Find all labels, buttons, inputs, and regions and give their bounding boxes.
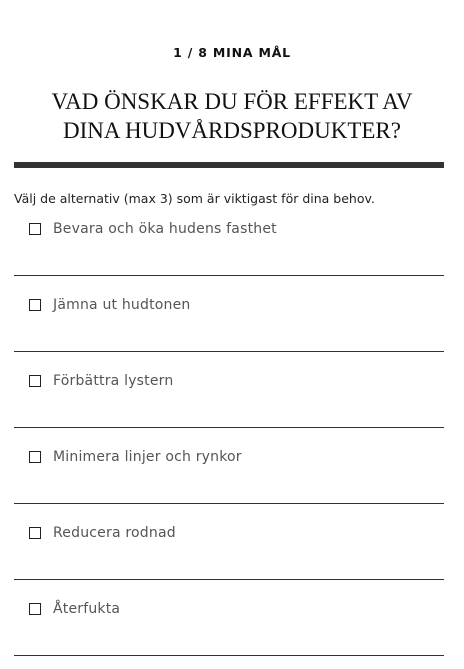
- option-checkbox[interactable]: [29, 375, 41, 387]
- option-label: Minimera linjer och rynkor: [53, 449, 242, 465]
- question-title: [14, 87, 450, 145]
- option-checkbox[interactable]: [29, 603, 41, 615]
- option-label: Jämna ut hudtonen: [53, 297, 191, 313]
- option-item-firmness[interactable]: [14, 200, 444, 276]
- option-label: Förbättra lystern: [53, 373, 174, 389]
- title-divider: [14, 162, 444, 168]
- question-title-line-2: DINA HUDVÅRDSPRODUKTER?: [63, 118, 401, 143]
- option-item-radiance[interactable]: [14, 352, 444, 428]
- option-item-even-tone[interactable]: [14, 276, 444, 352]
- step-indicator: 1 / 8 MINA MÅL: [173, 45, 291, 60]
- option-checkbox[interactable]: [29, 527, 41, 539]
- option-item-wrinkles[interactable]: [14, 428, 444, 504]
- options-list: [14, 200, 444, 656]
- instructions-text: Välj de alternativ (max 3) som är viktigast för dina behov.: [14, 191, 375, 206]
- option-label: Bevara och öka hudens fasthet: [53, 221, 277, 237]
- option-checkbox[interactable]: [29, 451, 41, 463]
- question-title-line-1: VAD ÖNSKAR DU FÖR EFFEKT AV: [51, 89, 413, 114]
- option-checkbox[interactable]: [29, 299, 41, 311]
- option-item-redness[interactable]: [14, 504, 444, 580]
- option-label: Reducera rodnad: [53, 525, 176, 541]
- option-checkbox[interactable]: [29, 223, 41, 235]
- option-label: Återfukta: [53, 601, 121, 617]
- option-item-hydrate[interactable]: [14, 580, 444, 656]
